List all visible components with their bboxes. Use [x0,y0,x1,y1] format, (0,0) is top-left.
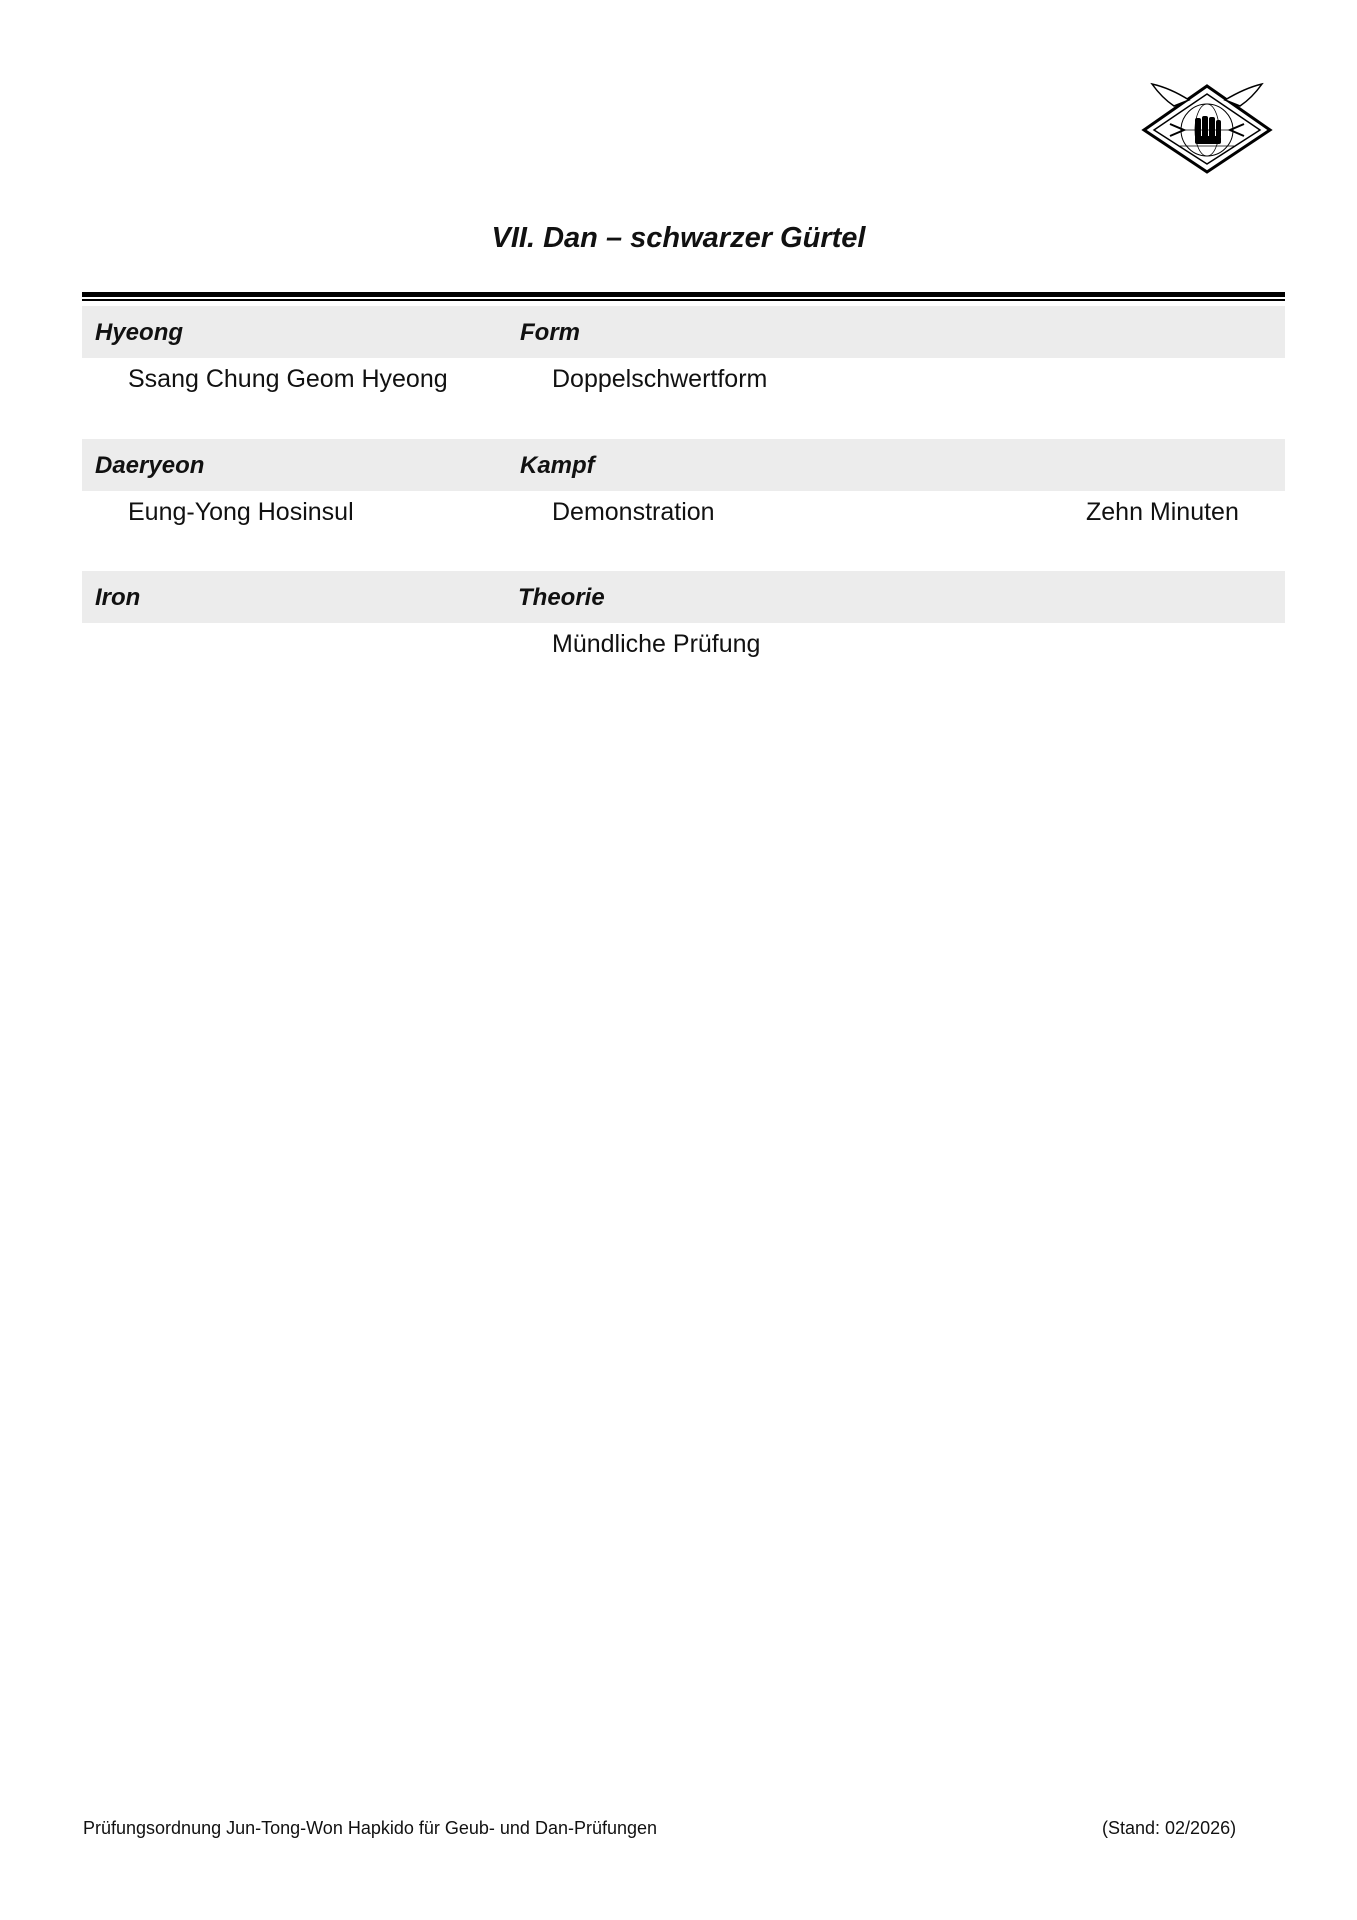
section-item-right: Mündliche Prüfung [552,630,761,658]
section-item-duration: Zehn Minuten [1086,498,1239,526]
section-header-daeryeon [82,439,1285,491]
section-header-hyeong [82,306,1285,358]
title-divider [82,292,1285,304]
section-heading-right: Kampf [520,452,595,479]
section-heading-right: Form [520,319,580,346]
footer-document-title: Prüfungsordnung Jun-Tong-Won Hapkido für Geub- und Dan-Prüfungen [83,1818,658,1838]
section-item-left: Eung-Yong Hosinsul [128,498,354,526]
organization-logo [1140,80,1275,175]
section-item-right: Demonstration [552,498,715,526]
section-item-right: Doppelschwertform [552,365,768,393]
section-heading-left: Iron [95,584,141,611]
footer-revision-date: (Stand: 02/2026) [1102,1818,1237,1838]
section-heading-left: Hyeong [95,319,184,346]
hapkido-emblem-icon [1140,80,1275,175]
section-item-left: Ssang Chung Geom Hyeong [128,365,448,393]
page-title: VII. Dan – schwarzer Gürtel [491,222,866,254]
section-heading-left: Daeryeon [95,452,205,479]
section-header-iron [82,571,1285,623]
section-heading-right: Theorie [518,584,605,611]
